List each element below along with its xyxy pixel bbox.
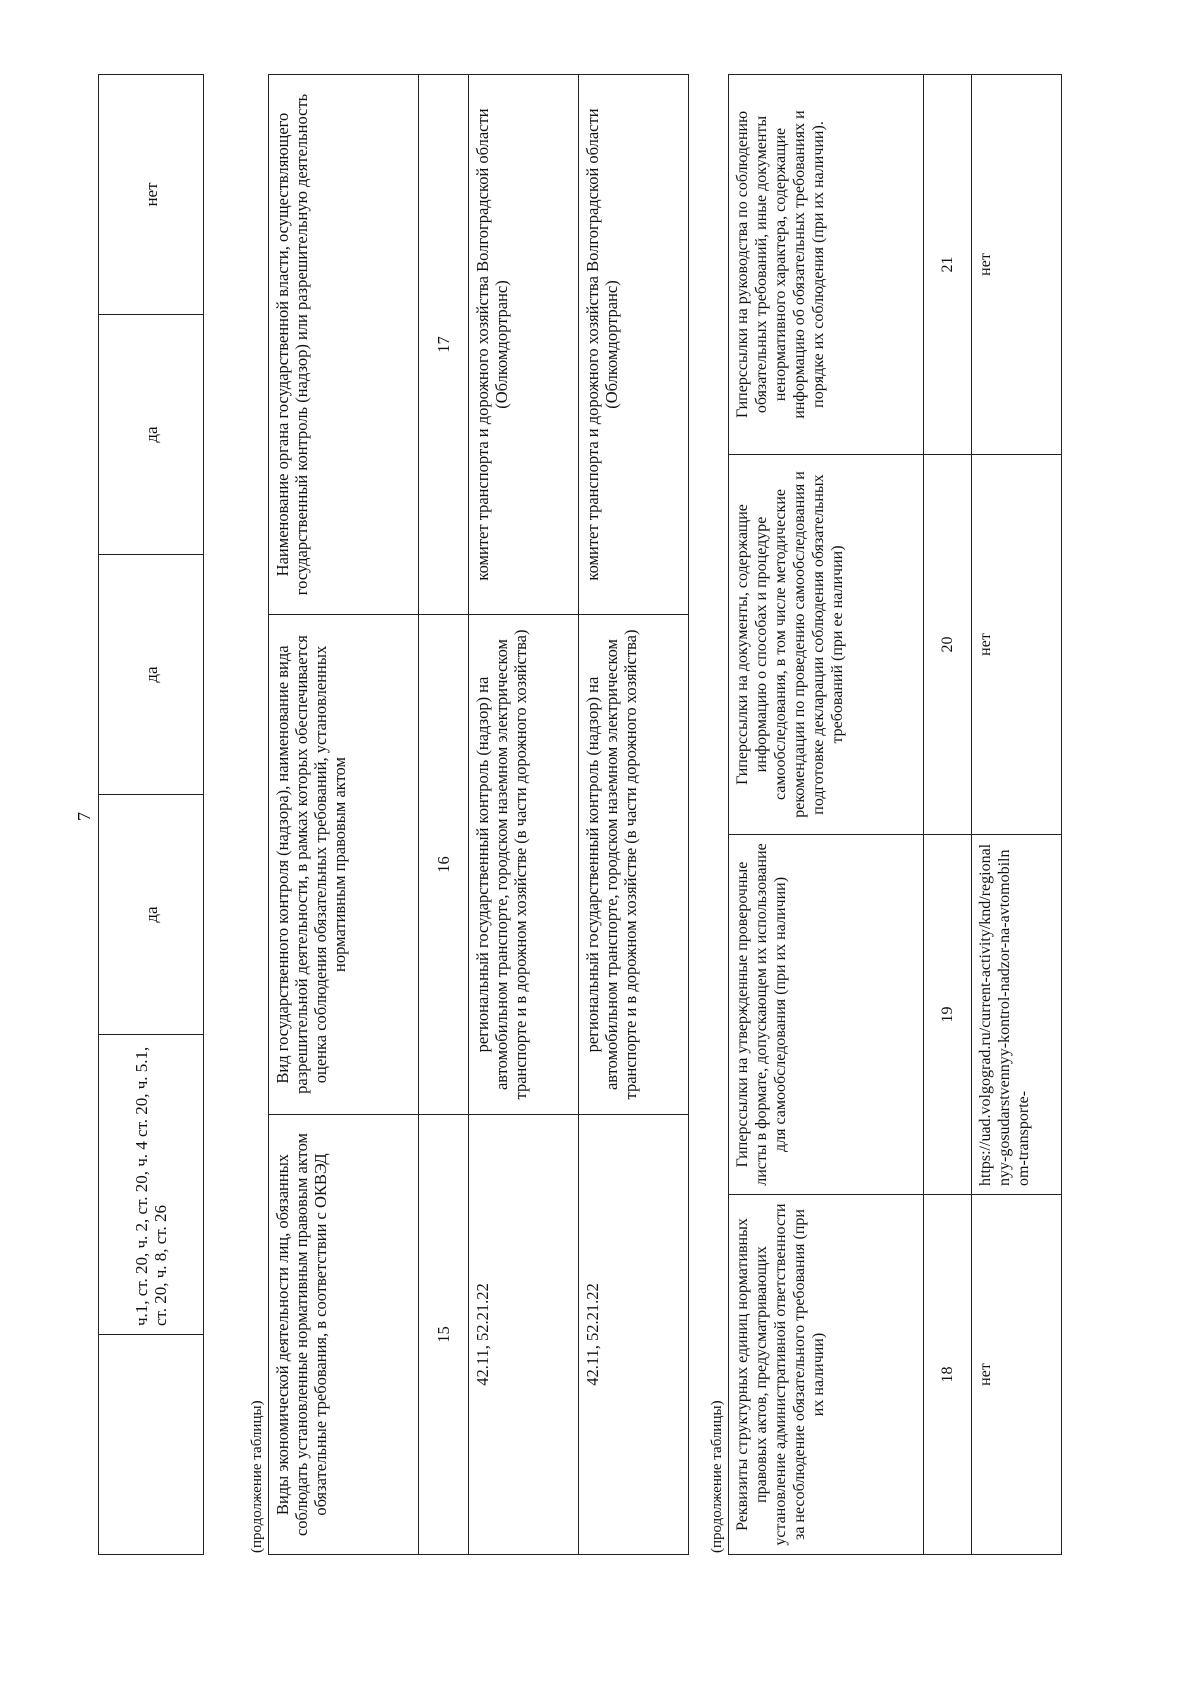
header-row (729, 75, 924, 1555)
top-row-table (98, 74, 204, 1555)
hyperlink[interactable]: https://uad.volgograd.ru/current-activity/knd/regionalnyy-gosudarstvennyy-kontrol-nadzor-na-avtomobilnom-transporte- (972, 835, 1062, 1195)
requirements-table (268, 74, 689, 1555)
column-header: Гиперссылки на утвержденные проверочные листы в формате, допускающем их использование для самообследования (при их наличии) (729, 835, 924, 1195)
table-cell: да (99, 315, 204, 555)
page-number: 7 (74, 812, 94, 821)
table-cell: нет (972, 75, 1062, 455)
table-caption: (продолжение таблицы) (709, 1400, 725, 1553)
table-cell: нет (972, 1195, 1062, 1555)
column-header: Наименование органа государственной власти, осуществляющего государственный контроль (надзор) или разрешительную деятельность (269, 75, 419, 615)
continuation-table-1 (248, 74, 689, 1555)
landscape-content (98, 75, 1078, 1555)
column-header: Гиперссылки на документы, содержащие информацию о способах и процедуре самообследования, в том числе методические рекомендации по проведению самообследования и подготовке декларации соблюдения обязательных требований (при ее наличии) (729, 455, 924, 835)
table-cell: региональный государственный контроль (надзор) на автомобильном транспорте, городском наземном электрическом транспорте и в дорожном хозяйстве (в части дорожного хозяйства) (579, 615, 689, 1115)
table-cell: 42.11, 52.21.22 (579, 1115, 689, 1555)
continuation-table-2 (708, 74, 1062, 1555)
column-number: 21 (924, 75, 972, 455)
table-cell: комитет транспорта и дорожного хозяйства Волгоградской области (Облкомдортранс) (469, 75, 579, 615)
column-number-row (419, 75, 469, 1555)
column-number: 20 (924, 455, 972, 835)
column-number: 17 (419, 75, 469, 615)
column-header: Гиперссылки на руководства по соблюдению обязательных требований, иные документы ненормативного характера, содержащие информацию об обязательных требованиях и порядке их соблюдения (при их наличии). (729, 75, 924, 455)
table-cell: да (99, 795, 204, 1035)
table-cell: нет (99, 75, 204, 315)
table-row (469, 75, 579, 1555)
column-number: 15 (419, 1115, 469, 1555)
column-header: Реквизиты структурных единиц нормативных правовых актов, предусматривающих установление административной ответственности за несоблюдение обязательного требования (при их наличии) (729, 1195, 924, 1555)
table-cell: региональный государственный контроль (надзор) на автомобильном транспорте, городском наземном электрическом транспорте и в дорожном хозяйстве (в части дорожного хозяйства) (469, 615, 579, 1115)
column-number: 16 (419, 615, 469, 1115)
column-header: Виды экономической деятельности лиц, обязанных соблюдать установленные нормативным правовым актом обязательные требования, в соответствии с ОКВЭД (269, 1115, 419, 1555)
table-row (99, 75, 204, 1555)
links-table (728, 74, 1062, 1555)
table-cell: 42.11, 52.21.22 (469, 1115, 579, 1555)
column-number: 18 (924, 1195, 972, 1555)
table-cell: ч.1, ст. 20, ч. 2, ст. 20, ч. 4 ст. 20, ч. 5.1, ст. 20, ч. 8, ст. 26 (99, 1035, 204, 1335)
table-row (972, 75, 1062, 1555)
table-cell: нет (972, 455, 1062, 835)
table-row (579, 75, 689, 1555)
table-cell (99, 1335, 204, 1555)
column-header: Вид государственного контроля (надзора), наименование вида разрешительной деятельности, в рамках которых обеспечивается оценка соблюдения обязательных требований, установленных нормативным правовым актом (269, 615, 419, 1115)
header-row (269, 75, 419, 1555)
column-number-row (924, 75, 972, 1555)
table-cell: да (99, 555, 204, 795)
column-number: 19 (924, 835, 972, 1195)
table-cell: комитет транспорта и дорожного хозяйства Волгоградской области (Облкомдортранс) (579, 75, 689, 615)
table-caption: (продолжение таблицы) (249, 1400, 265, 1553)
